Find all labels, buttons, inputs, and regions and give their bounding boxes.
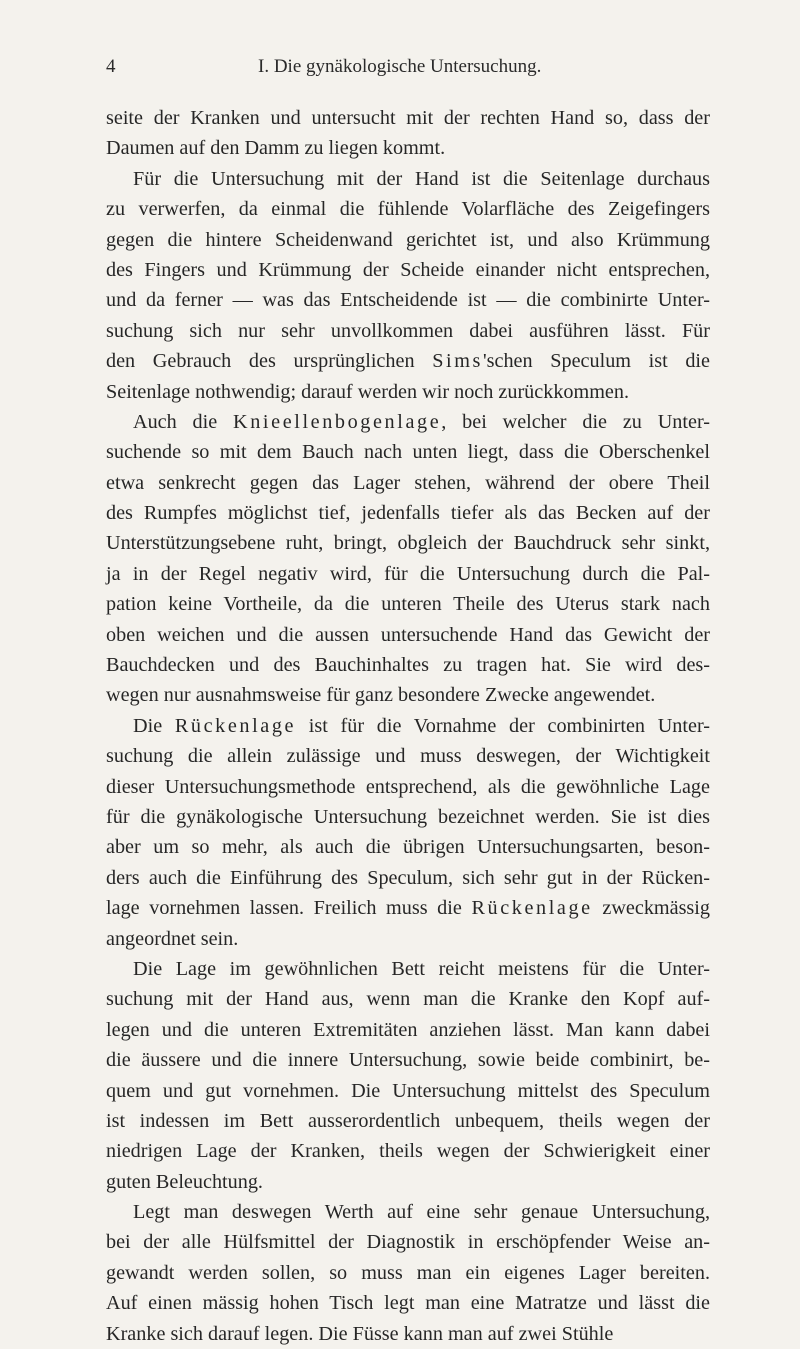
paragraph bbox=[106, 103, 710, 164]
text-line: suchende so mit dem Bauch nach unten liegt, dass die Oberschenkel bbox=[106, 441, 710, 464]
body-text bbox=[106, 103, 710, 1349]
text-line: etwa senkrecht gegen das Lager stehen, während der obere Theil bbox=[106, 471, 710, 494]
text-line: Kranke sich darauf legen. Die Füsse kann man auf zwei Stühle bbox=[106, 1322, 614, 1345]
text-line: Legt man deswegen Werth auf eine sehr genaue Untersuchung, bbox=[133, 1201, 710, 1224]
text-line: des Fingers und Krümmung der Scheide einander nicht entsprechen, bbox=[106, 258, 710, 281]
text-line: ders auch die Einführung des Speculum, sich sehr gut in der Rücken- bbox=[106, 866, 710, 889]
text-line: angeordnet sein. bbox=[106, 927, 239, 950]
paragraph bbox=[106, 164, 710, 407]
paragraph bbox=[106, 407, 710, 711]
text-line: Unterstützungsebene ruht, bringt, obgleich der Bauchdruck sehr sinkt, bbox=[106, 532, 710, 555]
text-line: Die Lage im gewöhnlichen Bett reicht meistens für die Unter- bbox=[133, 957, 710, 980]
running-header bbox=[0, 56, 800, 80]
text-line: oben weichen und die aussen untersuchende Hand das Gewicht der bbox=[106, 623, 710, 646]
text-line: lage vornehmen lassen. Freilich muss die Rückenlage zweckmässig bbox=[106, 897, 710, 920]
text-line: zu verwerfen, da einmal die fühlende Volarfläche des Zeigefingers bbox=[106, 198, 710, 221]
text-line: suchung sich nur sehr unvollkommen dabei ausführen lässt. Für bbox=[106, 319, 710, 342]
text-line: Bauchdecken und des Bauchinhaltes zu tragen hat. Sie wird des- bbox=[106, 654, 710, 677]
text-line: Die Rückenlage ist für die Vornahme der combinirten Unter- bbox=[133, 714, 710, 737]
text-line: des Rumpfes möglichst tief, jedenfalls tiefer als das Becken auf der bbox=[106, 502, 710, 525]
page-number: 4 bbox=[106, 56, 116, 77]
text-line: für die gynäkologische Untersuchung bezeichnet werden. Sie ist dies bbox=[106, 805, 710, 828]
text-line: ja in der Regel negativ wird, für die Untersuchung durch die Pal- bbox=[106, 562, 710, 585]
text-line: suchung mit der Hand aus, wenn man die Kranke den Kopf auf- bbox=[106, 988, 710, 1011]
text-line: gegen die hintere Scheidenwand gerichtet ist, und also Krümmung bbox=[106, 228, 710, 251]
text-line: seite der Kranken und untersucht mit der rechten Hand so, dass der bbox=[106, 107, 710, 129]
text-line: suchung die allein zulässige und muss deswegen, der Wichtigkeit bbox=[106, 745, 710, 768]
text-line: Auf einen mässig hohen Tisch legt man eine Matratze und lässt die bbox=[106, 1292, 710, 1315]
text-line: Daumen auf den Damm zu liegen kommt. bbox=[106, 137, 446, 160]
text-line: Für die Untersuchung mit der Hand ist die Seitenlage durchaus bbox=[133, 167, 710, 190]
paragraph bbox=[106, 954, 710, 1197]
spaced-emphasis: Sims bbox=[432, 350, 483, 373]
text-line: quem und gut vornehmen. Die Untersuchung mittelst des Speculum bbox=[106, 1079, 710, 1102]
paragraph bbox=[106, 711, 710, 954]
text-line: pation keine Vortheile, da die unteren Theile des Uterus stark nach bbox=[106, 593, 710, 616]
text-line: den Gebrauch des ursprünglichen Sims'schen Speculum ist die bbox=[106, 350, 711, 373]
spaced-emphasis: Rückenlage bbox=[174, 714, 297, 737]
text-line: dieser Untersuchungsmethode entsprechend, als die gewöhnliche Lage bbox=[106, 775, 710, 798]
running-title: I. Die gynäkologische Untersuchung. bbox=[258, 56, 542, 77]
text-line: Seitenlage nothwendig; darauf werden wir noch zurückkommen. bbox=[106, 380, 630, 403]
text-line: wegen nur ausnahmsweise für ganz besondere Zwecke angewendet. bbox=[106, 684, 656, 707]
text-line: guten Beleuchtung. bbox=[106, 1170, 263, 1193]
text-line: und da ferner — was das Entscheidende ist — die combinirte Unter- bbox=[106, 289, 710, 312]
text-line: aber um so mehr, als auch die übrigen Untersuchungsarten, beson- bbox=[106, 836, 710, 859]
text-line: gewandt werden sollen, so muss man ein eigenes Lager bereiten. bbox=[106, 1261, 710, 1284]
text-line: die äussere und die innere Untersuchung, sowie beide combinirt, be- bbox=[106, 1049, 710, 1072]
text-line: bei der alle Hülfsmittel der Diagnostik in erschöpfender Weise an- bbox=[106, 1231, 710, 1254]
spaced-emphasis: Knieellenbogenlage bbox=[233, 410, 442, 433]
text-line: Auch die Knieellenbogenlage, bei welcher die zu Unter- bbox=[133, 410, 711, 433]
spaced-emphasis: Rückenlage bbox=[471, 897, 593, 920]
text-line: legen und die unteren Extremitäten anziehen lässt. Man kann dabei bbox=[106, 1018, 710, 1041]
paragraph bbox=[106, 1197, 710, 1349]
text-line: ist indessen im Bett ausserordentlich unbequem, theils wegen der bbox=[106, 1109, 710, 1132]
text-line: niedrigen Lage der Kranken, theils wegen der Schwierigkeit einer bbox=[106, 1140, 710, 1163]
